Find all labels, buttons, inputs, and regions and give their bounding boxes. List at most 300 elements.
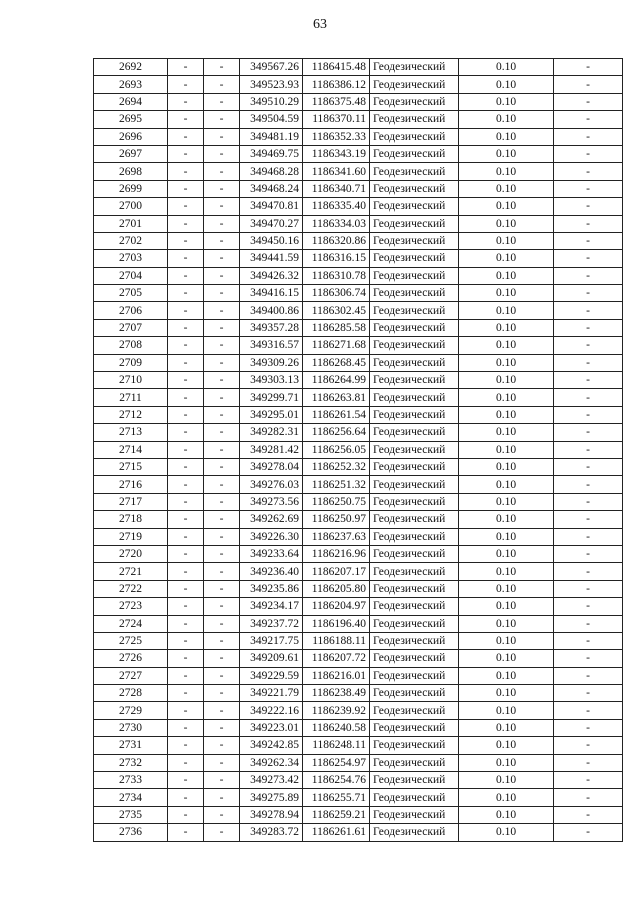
note-cell: -: [554, 389, 623, 406]
x-coordinate-cell: 349262.69: [240, 511, 303, 528]
x-coordinate-cell: 349295.01: [240, 406, 303, 423]
point-number-cell: 2712: [94, 406, 168, 423]
empty-col-a-cell: -: [168, 93, 204, 110]
note-cell: -: [554, 163, 623, 180]
empty-col-a-cell: -: [168, 789, 204, 806]
empty-col-a-cell: -: [168, 685, 204, 702]
empty-col-b-cell: -: [204, 250, 240, 267]
empty-col-a-cell: -: [168, 441, 204, 458]
note-cell: -: [554, 511, 623, 528]
point-number-cell: 2708: [94, 337, 168, 354]
method-cell: Геодезический: [370, 337, 459, 354]
point-number-cell: 2713: [94, 424, 168, 441]
y-coordinate-cell: 1186310.78: [303, 267, 370, 284]
empty-col-a-cell: -: [168, 180, 204, 197]
y-coordinate-cell: 1186240.58: [303, 719, 370, 736]
method-cell: Геодезический: [370, 215, 459, 232]
method-cell: Геодезический: [370, 145, 459, 162]
error-cell: 0.10: [459, 232, 554, 249]
method-cell: Геодезический: [370, 93, 459, 110]
point-number-cell: 2703: [94, 250, 168, 267]
empty-col-a-cell: -: [168, 563, 204, 580]
error-cell: 0.10: [459, 667, 554, 684]
table-row: [94, 476, 623, 493]
point-number-cell: 2715: [94, 458, 168, 475]
point-number-cell: 2724: [94, 615, 168, 632]
empty-col-a-cell: -: [168, 285, 204, 302]
method-cell: Геодезический: [370, 824, 459, 841]
x-coordinate-cell: 349273.42: [240, 772, 303, 789]
x-coordinate-cell: 349222.16: [240, 702, 303, 719]
table-row: [94, 667, 623, 684]
y-coordinate-cell: 1186216.96: [303, 545, 370, 562]
y-coordinate-cell: 1186341.60: [303, 163, 370, 180]
table-row: [94, 685, 623, 702]
empty-col-a-cell: -: [168, 702, 204, 719]
point-number-cell: 2709: [94, 354, 168, 371]
table-row: [94, 737, 623, 754]
note-cell: -: [554, 563, 623, 580]
y-coordinate-cell: 1186340.71: [303, 180, 370, 197]
y-coordinate-cell: 1186352.33: [303, 128, 370, 145]
y-coordinate-cell: 1186302.45: [303, 302, 370, 319]
x-coordinate-cell: 349242.85: [240, 737, 303, 754]
x-coordinate-cell: 349278.04: [240, 458, 303, 475]
error-cell: 0.10: [459, 545, 554, 562]
x-coordinate-cell: 349235.86: [240, 580, 303, 597]
note-cell: -: [554, 493, 623, 510]
coordinates-table: [93, 58, 623, 842]
method-cell: Геодезический: [370, 319, 459, 336]
note-cell: -: [554, 458, 623, 475]
note-cell: -: [554, 806, 623, 823]
empty-col-a-cell: -: [168, 667, 204, 684]
page-number: 63: [313, 17, 327, 32]
coordinates-table-body: [94, 59, 623, 842]
table-row: [94, 458, 623, 475]
error-cell: 0.10: [459, 632, 554, 649]
error-cell: 0.10: [459, 337, 554, 354]
note-cell: -: [554, 772, 623, 789]
error-cell: 0.10: [459, 511, 554, 528]
error-cell: 0.10: [459, 806, 554, 823]
note-cell: -: [554, 702, 623, 719]
y-coordinate-cell: 1186263.81: [303, 389, 370, 406]
y-coordinate-cell: 1186196.40: [303, 615, 370, 632]
error-cell: 0.10: [459, 528, 554, 545]
note-cell: -: [554, 754, 623, 771]
empty-col-a-cell: -: [168, 163, 204, 180]
x-coordinate-cell: 349416.15: [240, 285, 303, 302]
method-cell: Геодезический: [370, 772, 459, 789]
x-coordinate-cell: 349221.79: [240, 685, 303, 702]
error-cell: 0.10: [459, 406, 554, 423]
x-coordinate-cell: 349209.61: [240, 650, 303, 667]
point-number-cell: 2716: [94, 476, 168, 493]
empty-col-a-cell: -: [168, 267, 204, 284]
method-cell: Геодезический: [370, 441, 459, 458]
empty-col-a-cell: -: [168, 615, 204, 632]
table-row: [94, 128, 623, 145]
y-coordinate-cell: 1186254.76: [303, 772, 370, 789]
empty-col-a-cell: -: [168, 528, 204, 545]
point-number-cell: 2730: [94, 719, 168, 736]
error-cell: 0.10: [459, 372, 554, 389]
empty-col-a-cell: -: [168, 319, 204, 336]
empty-col-b-cell: -: [204, 650, 240, 667]
point-number-cell: 2698: [94, 163, 168, 180]
x-coordinate-cell: 349468.28: [240, 163, 303, 180]
method-cell: Геодезический: [370, 545, 459, 562]
empty-col-b-cell: -: [204, 389, 240, 406]
error-cell: 0.10: [459, 737, 554, 754]
point-number-cell: 2732: [94, 754, 168, 771]
method-cell: Геодезический: [370, 580, 459, 597]
empty-col-a-cell: -: [168, 76, 204, 93]
empty-col-b-cell: -: [204, 354, 240, 371]
note-cell: -: [554, 719, 623, 736]
empty-col-b-cell: -: [204, 598, 240, 615]
note-cell: -: [554, 632, 623, 649]
point-number-cell: 2734: [94, 789, 168, 806]
empty-col-b-cell: -: [204, 511, 240, 528]
empty-col-b-cell: -: [204, 702, 240, 719]
y-coordinate-cell: 1186238.49: [303, 685, 370, 702]
point-number-cell: 2720: [94, 545, 168, 562]
note-cell: -: [554, 232, 623, 249]
point-number-cell: 2727: [94, 667, 168, 684]
table-row: [94, 719, 623, 736]
method-cell: Геодезический: [370, 493, 459, 510]
error-cell: 0.10: [459, 215, 554, 232]
y-coordinate-cell: 1186334.03: [303, 215, 370, 232]
empty-col-b-cell: -: [204, 458, 240, 475]
empty-col-b-cell: -: [204, 145, 240, 162]
empty-col-b-cell: -: [204, 719, 240, 736]
point-number-cell: 2726: [94, 650, 168, 667]
point-number-cell: 2704: [94, 267, 168, 284]
empty-col-b-cell: -: [204, 528, 240, 545]
method-cell: Геодезический: [370, 685, 459, 702]
empty-col-b-cell: -: [204, 737, 240, 754]
empty-col-a-cell: -: [168, 754, 204, 771]
y-coordinate-cell: 1186204.97: [303, 598, 370, 615]
table-row: [94, 76, 623, 93]
x-coordinate-cell: 349357.28: [240, 319, 303, 336]
note-cell: -: [554, 93, 623, 110]
empty-col-a-cell: -: [168, 389, 204, 406]
empty-col-b-cell: -: [204, 406, 240, 423]
error-cell: 0.10: [459, 285, 554, 302]
x-coordinate-cell: 349226.30: [240, 528, 303, 545]
empty-col-a-cell: -: [168, 476, 204, 493]
x-coordinate-cell: 349309.26: [240, 354, 303, 371]
error-cell: 0.10: [459, 163, 554, 180]
point-number-cell: 2731: [94, 737, 168, 754]
point-number-cell: 2735: [94, 806, 168, 823]
table-row: [94, 389, 623, 406]
point-number-cell: 2721: [94, 563, 168, 580]
error-cell: 0.10: [459, 598, 554, 615]
empty-col-b-cell: -: [204, 563, 240, 580]
table-row: [94, 545, 623, 562]
x-coordinate-cell: 349229.59: [240, 667, 303, 684]
method-cell: Геодезический: [370, 285, 459, 302]
table-row: [94, 563, 623, 580]
empty-col-a-cell: -: [168, 111, 204, 128]
point-number-cell: 2700: [94, 198, 168, 215]
empty-col-b-cell: -: [204, 128, 240, 145]
table-row: [94, 511, 623, 528]
error-cell: 0.10: [459, 458, 554, 475]
table-row: [94, 789, 623, 806]
point-number-cell: 2696: [94, 128, 168, 145]
method-cell: Геодезический: [370, 389, 459, 406]
note-cell: -: [554, 59, 623, 76]
x-coordinate-cell: 349567.26: [240, 59, 303, 76]
point-number-cell: 2711: [94, 389, 168, 406]
empty-col-a-cell: -: [168, 580, 204, 597]
note-cell: -: [554, 337, 623, 354]
method-cell: Геодезический: [370, 476, 459, 493]
x-coordinate-cell: 349470.27: [240, 215, 303, 232]
x-coordinate-cell: 349426.32: [240, 267, 303, 284]
note-cell: -: [554, 737, 623, 754]
note-cell: -: [554, 285, 623, 302]
empty-col-b-cell: -: [204, 441, 240, 458]
y-coordinate-cell: 1186335.40: [303, 198, 370, 215]
table-row: [94, 319, 623, 336]
empty-col-b-cell: -: [204, 824, 240, 841]
point-number-cell: 2718: [94, 511, 168, 528]
error-cell: 0.10: [459, 754, 554, 771]
empty-col-b-cell: -: [204, 180, 240, 197]
method-cell: Геодезический: [370, 372, 459, 389]
point-number-cell: 2705: [94, 285, 168, 302]
method-cell: Геодезический: [370, 354, 459, 371]
y-coordinate-cell: 1186259.21: [303, 806, 370, 823]
empty-col-b-cell: -: [204, 493, 240, 510]
point-number-cell: 2736: [94, 824, 168, 841]
note-cell: -: [554, 667, 623, 684]
note-cell: -: [554, 250, 623, 267]
point-number-cell: 2702: [94, 232, 168, 249]
error-cell: 0.10: [459, 772, 554, 789]
table-row: [94, 772, 623, 789]
y-coordinate-cell: 1186248.11: [303, 737, 370, 754]
table-row: [94, 406, 623, 423]
note-cell: -: [554, 789, 623, 806]
note-cell: -: [554, 598, 623, 615]
error-cell: 0.10: [459, 76, 554, 93]
empty-col-b-cell: -: [204, 111, 240, 128]
y-coordinate-cell: 1186207.17: [303, 563, 370, 580]
y-coordinate-cell: 1186255.71: [303, 789, 370, 806]
x-coordinate-cell: 349316.57: [240, 337, 303, 354]
table-row: [94, 632, 623, 649]
empty-col-a-cell: -: [168, 372, 204, 389]
x-coordinate-cell: 349468.24: [240, 180, 303, 197]
empty-col-b-cell: -: [204, 285, 240, 302]
table-row: [94, 824, 623, 841]
method-cell: Геодезический: [370, 737, 459, 754]
y-coordinate-cell: 1186343.19: [303, 145, 370, 162]
point-number-cell: 2714: [94, 441, 168, 458]
error-cell: 0.10: [459, 267, 554, 284]
empty-col-b-cell: -: [204, 476, 240, 493]
empty-col-a-cell: -: [168, 198, 204, 215]
y-coordinate-cell: 1186320.86: [303, 232, 370, 249]
table-row: [94, 145, 623, 162]
y-coordinate-cell: 1186415.48: [303, 59, 370, 76]
empty-col-a-cell: -: [168, 59, 204, 76]
table-row: [94, 528, 623, 545]
empty-col-a-cell: -: [168, 458, 204, 475]
empty-col-a-cell: -: [168, 650, 204, 667]
error-cell: 0.10: [459, 615, 554, 632]
x-coordinate-cell: 349233.64: [240, 545, 303, 562]
y-coordinate-cell: 1186207.72: [303, 650, 370, 667]
x-coordinate-cell: 349510.29: [240, 93, 303, 110]
note-cell: -: [554, 128, 623, 145]
point-number-cell: 2695: [94, 111, 168, 128]
y-coordinate-cell: 1186268.45: [303, 354, 370, 371]
empty-col-a-cell: -: [168, 493, 204, 510]
table-row: [94, 198, 623, 215]
method-cell: Геодезический: [370, 650, 459, 667]
note-cell: -: [554, 145, 623, 162]
table-row: [94, 302, 623, 319]
note-cell: -: [554, 441, 623, 458]
error-cell: 0.10: [459, 685, 554, 702]
note-cell: -: [554, 76, 623, 93]
y-coordinate-cell: 1186386.12: [303, 76, 370, 93]
point-number-cell: 2723: [94, 598, 168, 615]
point-number-cell: 2693: [94, 76, 168, 93]
table-row: [94, 493, 623, 510]
x-coordinate-cell: 349299.71: [240, 389, 303, 406]
error-cell: 0.10: [459, 59, 554, 76]
note-cell: -: [554, 180, 623, 197]
method-cell: Геодезический: [370, 632, 459, 649]
error-cell: 0.10: [459, 93, 554, 110]
empty-col-b-cell: -: [204, 806, 240, 823]
error-cell: 0.10: [459, 389, 554, 406]
empty-col-a-cell: -: [168, 772, 204, 789]
x-coordinate-cell: 349276.03: [240, 476, 303, 493]
y-coordinate-cell: 1186261.54: [303, 406, 370, 423]
table-row: [94, 598, 623, 615]
point-number-cell: 2710: [94, 372, 168, 389]
point-number-cell: 2699: [94, 180, 168, 197]
y-coordinate-cell: 1186188.11: [303, 632, 370, 649]
empty-col-b-cell: -: [204, 215, 240, 232]
error-cell: 0.10: [459, 128, 554, 145]
error-cell: 0.10: [459, 702, 554, 719]
y-coordinate-cell: 1186205.80: [303, 580, 370, 597]
y-coordinate-cell: 1186237.63: [303, 528, 370, 545]
table-row: [94, 754, 623, 771]
empty-col-b-cell: -: [204, 615, 240, 632]
empty-col-a-cell: -: [168, 545, 204, 562]
x-coordinate-cell: 349278.94: [240, 806, 303, 823]
method-cell: Геодезический: [370, 76, 459, 93]
table-row: [94, 337, 623, 354]
note-cell: -: [554, 824, 623, 841]
y-coordinate-cell: 1186316.15: [303, 250, 370, 267]
note-cell: -: [554, 267, 623, 284]
empty-col-a-cell: -: [168, 598, 204, 615]
method-cell: Геодезический: [370, 458, 459, 475]
table-row: [94, 285, 623, 302]
table-row: [94, 354, 623, 371]
note-cell: -: [554, 615, 623, 632]
empty-col-b-cell: -: [204, 163, 240, 180]
y-coordinate-cell: 1186261.61: [303, 824, 370, 841]
empty-col-b-cell: -: [204, 772, 240, 789]
error-cell: 0.10: [459, 650, 554, 667]
method-cell: Геодезический: [370, 302, 459, 319]
error-cell: 0.10: [459, 719, 554, 736]
point-number-cell: 2725: [94, 632, 168, 649]
point-number-cell: 2728: [94, 685, 168, 702]
method-cell: Геодезический: [370, 702, 459, 719]
y-coordinate-cell: 1186239.92: [303, 702, 370, 719]
method-cell: Геодезический: [370, 267, 459, 284]
x-coordinate-cell: 349282.31: [240, 424, 303, 441]
x-coordinate-cell: 349237.72: [240, 615, 303, 632]
method-cell: Геодезический: [370, 424, 459, 441]
table-row: [94, 250, 623, 267]
empty-col-a-cell: -: [168, 232, 204, 249]
empty-col-b-cell: -: [204, 545, 240, 562]
empty-col-a-cell: -: [168, 302, 204, 319]
method-cell: Геодезический: [370, 128, 459, 145]
note-cell: -: [554, 354, 623, 371]
x-coordinate-cell: 349470.81: [240, 198, 303, 215]
empty-col-a-cell: -: [168, 632, 204, 649]
table-row: [94, 580, 623, 597]
x-coordinate-cell: 349523.93: [240, 76, 303, 93]
error-cell: 0.10: [459, 145, 554, 162]
point-number-cell: 2707: [94, 319, 168, 336]
x-coordinate-cell: 349283.72: [240, 824, 303, 841]
method-cell: Геодезический: [370, 406, 459, 423]
point-number-cell: 2701: [94, 215, 168, 232]
error-cell: 0.10: [459, 180, 554, 197]
error-cell: 0.10: [459, 563, 554, 580]
method-cell: Геодезический: [370, 615, 459, 632]
y-coordinate-cell: 1186271.68: [303, 337, 370, 354]
method-cell: Геодезический: [370, 163, 459, 180]
table-row: [94, 806, 623, 823]
y-coordinate-cell: 1186285.58: [303, 319, 370, 336]
note-cell: -: [554, 528, 623, 545]
table-row: [94, 372, 623, 389]
table-row: [94, 163, 623, 180]
point-number-cell: 2719: [94, 528, 168, 545]
error-cell: 0.10: [459, 789, 554, 806]
empty-col-a-cell: -: [168, 406, 204, 423]
note-cell: -: [554, 545, 623, 562]
error-cell: 0.10: [459, 824, 554, 841]
empty-col-a-cell: -: [168, 806, 204, 823]
empty-col-a-cell: -: [168, 250, 204, 267]
x-coordinate-cell: 349273.56: [240, 493, 303, 510]
point-number-cell: 2729: [94, 702, 168, 719]
error-cell: 0.10: [459, 250, 554, 267]
empty-col-b-cell: -: [204, 667, 240, 684]
